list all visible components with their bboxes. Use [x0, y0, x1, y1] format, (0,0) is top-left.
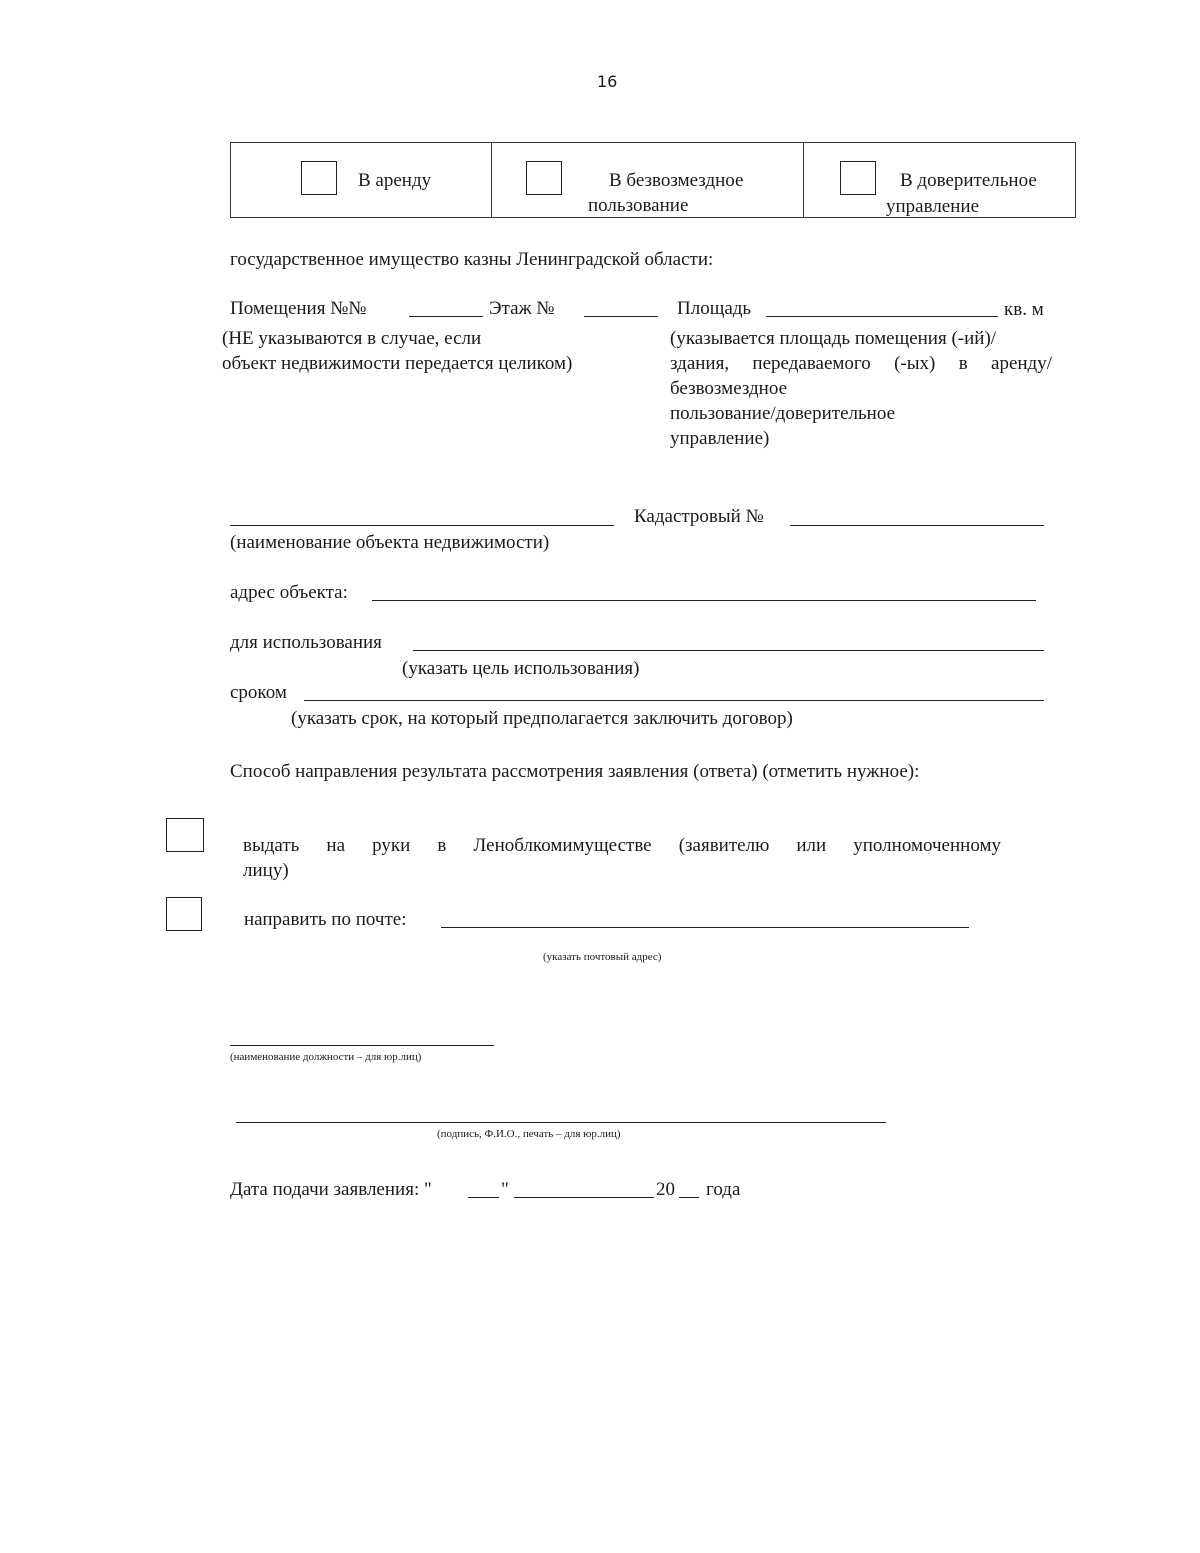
area-note-5: управление) [670, 428, 770, 449]
free-use-checkbox[interactable] [526, 161, 562, 195]
area-note-4: пользование/доверительное [670, 403, 896, 424]
property-heading: государственное имущество казны Ленинградской области: [230, 249, 714, 270]
free-use-label-2: пользование [588, 195, 689, 216]
area-note-2: здания, передаваемого (-ых) в аренду/ [670, 353, 1052, 374]
object-name-note: (наименование объекта недвижимости) [230, 532, 550, 553]
address-field[interactable] [372, 600, 1036, 601]
date-label: Дата подачи заявления: " [230, 1179, 432, 1200]
hand-delivery-label: выдать на руки в Леноблкомимуществе (заявителю или уполномоченному [243, 835, 1001, 856]
date-year-suffix: года [706, 1179, 741, 1200]
area-note: (указывается площадь помещения (-ий)/ [670, 328, 997, 349]
mail-delivery-checkbox[interactable] [166, 897, 202, 931]
rent-label: В аренду [358, 170, 432, 191]
rooms-note-2: объект недвижимости передается целиком) [222, 353, 573, 374]
options-table-divider [803, 142, 804, 218]
floor-field[interactable] [584, 316, 658, 317]
mail-address-field[interactable] [441, 927, 969, 928]
area-label: Площадь [677, 298, 752, 319]
delivery-heading: Способ направления результата рассмотрения заявления (ответа) (отметить нужное): [230, 761, 920, 782]
address-label: адрес объекта: [230, 582, 348, 603]
position-note: (наименование должности – для юр.лиц) [230, 1051, 422, 1063]
area-unit: кв. м [1004, 299, 1044, 320]
date-month-field[interactable] [514, 1197, 654, 1198]
trust-checkbox[interactable] [840, 161, 876, 195]
signature-note: (подпись, Ф.И.О., печать – для юр.лиц) [437, 1128, 621, 1140]
date-day-field[interactable] [468, 1197, 499, 1198]
term-label: сроком [230, 682, 287, 703]
rooms-note: (НЕ указываются в случае, если [222, 328, 482, 349]
rent-checkbox[interactable] [301, 161, 337, 195]
options-table-divider [491, 142, 492, 218]
area-note-3: безвозмездное [670, 378, 788, 399]
rooms-label: Помещения №№ [230, 298, 367, 319]
mail-delivery-label: направить по почте: [244, 909, 407, 930]
purpose-label: для использования [230, 632, 382, 653]
purpose-field[interactable] [413, 650, 1044, 651]
free-use-label: В безвозмездное [609, 170, 744, 191]
date-year-field[interactable] [679, 1197, 699, 1198]
term-note: (указать срок, на который предполагается заключить договор) [291, 708, 793, 729]
date-quote-close: " [501, 1179, 509, 1200]
object-name-field[interactable] [230, 525, 614, 526]
trust-label: В доверительное [900, 170, 1037, 191]
term-field[interactable] [304, 700, 1044, 701]
signature-field[interactable] [236, 1122, 886, 1123]
cadastral-field[interactable] [790, 525, 1044, 526]
date-year-prefix: 20 [656, 1179, 675, 1200]
cadastral-label: Кадастровый № [634, 506, 764, 527]
mail-address-note: (указать почтовый адрес) [543, 951, 662, 963]
page-number: 16 [597, 72, 618, 91]
position-field[interactable] [230, 1045, 494, 1046]
purpose-note: (указать цель использования) [402, 658, 640, 679]
area-field[interactable] [766, 316, 998, 317]
rooms-field[interactable] [409, 316, 483, 317]
hand-delivery-label-2: лицу) [243, 860, 289, 881]
floor-label: Этаж № [489, 298, 555, 319]
hand-delivery-checkbox[interactable] [166, 818, 204, 852]
trust-label-2: управление [886, 196, 980, 217]
